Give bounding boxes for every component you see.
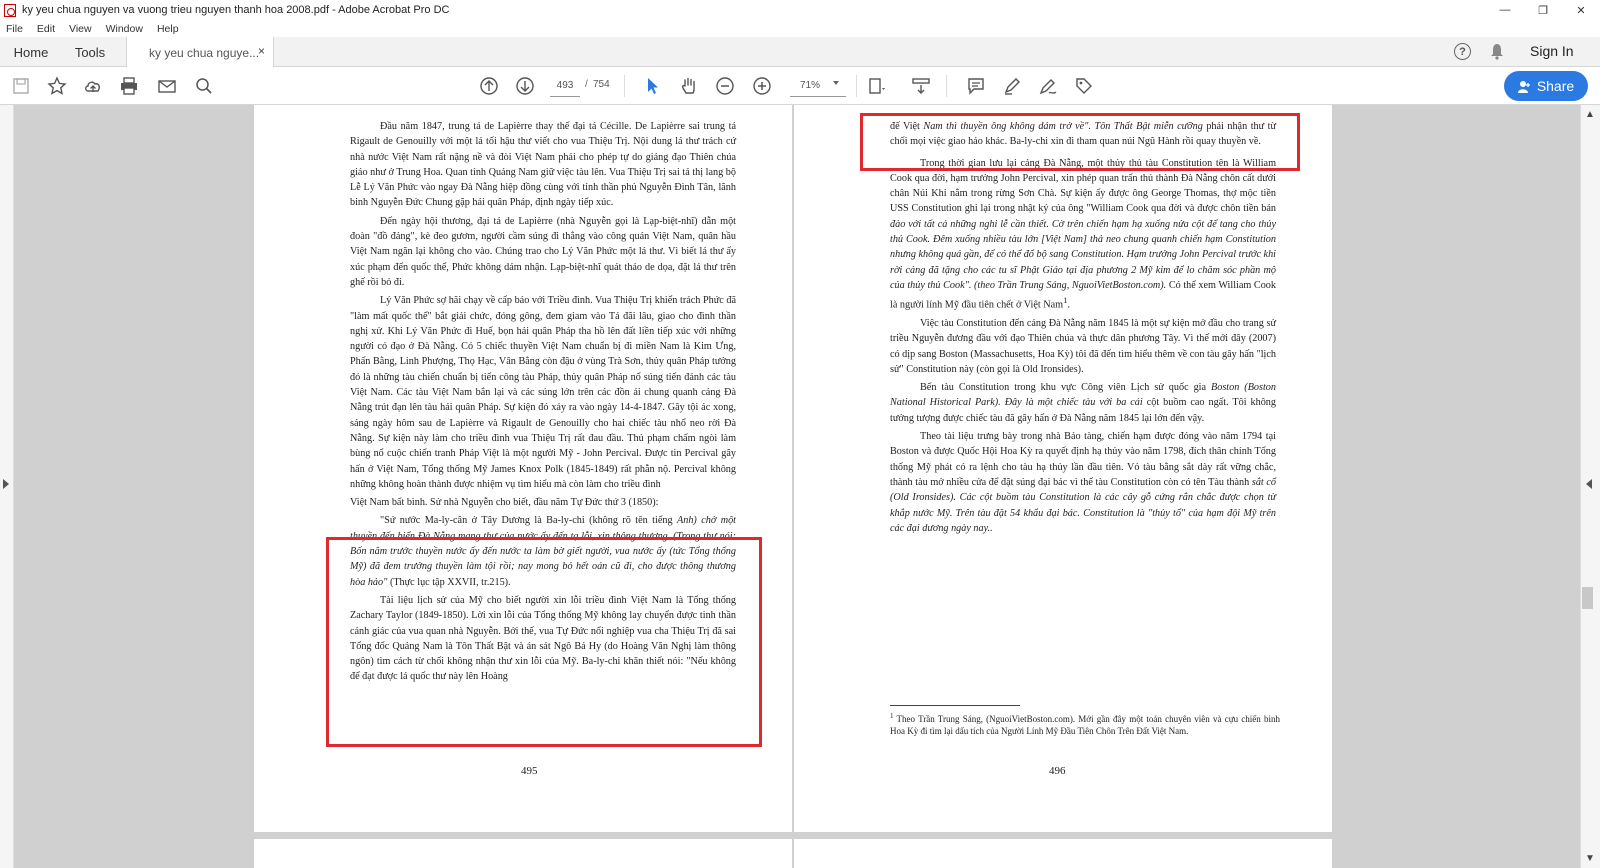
search-icon[interactable] (193, 75, 215, 97)
page-number-input[interactable]: 493 (550, 75, 580, 97)
highlight-box-left (326, 537, 762, 747)
boxed-text-end: phải nhận thư từ chối mọi việc giao hảo khác. Ba-ly-chi xin đi tham quan núi Ngũ Hành rồi quay thuyền về. (890, 121, 1277, 148)
para1-end: Có thể xem William Cook là người lính Mỹ đầu tiên chết ở Việt Nam (890, 279, 1276, 311)
pdf-page-next-left (254, 839, 792, 868)
toolbar (0, 67, 1600, 105)
para1-italic: đảo với tất cả những nghi lễ cần thiết. Cờ trên chiến hạm hạ xuống nửa cột để tang cho thủy thủ Cook. Đêm xuống nhiều tàu lớn [Việt Nam] thả neo chung quanh chiến hạm Constitution nhưng không quá gần, để có thể đổ bộ sang Constitution. Hạm trưởng John Percival trước khi rời cảng đã tặng cho các tu sĩ Phật Giáo tại địa phương 2 Mỹ kim để lo chăm sóc phần mộ của thủy thủ Cook". (theo Trần Trung Sáng, NguoiVietBoston.com). (890, 218, 1276, 291)
save-icon[interactable] (10, 75, 32, 97)
footnote-reference[interactable]: 1 (1063, 295, 1068, 306)
pdf-page-496 (794, 105, 1332, 832)
footnote-text: Theo Trần Trung Sáng, (NguoiVietBoston.com). Mới gần đây một toán chuyên viên và cựu chiến binh Hoa Kỳ đi tìm lại dấu tích của Người Lính Mỹ Đầu Tiên Chôn Trên Đất Việt Nam. (890, 714, 1280, 736)
page-496-text (890, 119, 1276, 539)
menu-edit[interactable]: Edit (36, 22, 56, 35)
boxed-paragraph: Tài liệu lịch sử của Mỹ cho biết người xin lỗi triều đình Việt Nam là Tổng thống Zachary Taylor (1849-1850). Lời xin lỗi của Tổng thống Mỹ không lay chuyển được tinh thần cảnh giác của vua quan nhà Nguyễn. Bởi thế, vua Tự Đức nổi nghiệp vua cha Thiệu Trị đã sai Tổng đốc Quảng Nam là Tôn Thất Bật và án sát Ngô Bá Hy (do Hoàng Văn Nghị làm thông ngôn) tìm cách từ chối không nhận thư xin lỗi của Mỹ. Ba-ly-chi khăn thiết nói: "Nếu không để đạt được lá quốc thư này lên Hoàng (350, 594, 736, 683)
boxed-italic: Nam thì thuyền ông không dám trở về". Tôn Thất Bật miễn cưỡng (923, 121, 1203, 132)
tab-home[interactable]: Home (13, 44, 49, 60)
page-separator: / (585, 79, 588, 90)
zoom-level-input[interactable]: 71% (790, 75, 846, 97)
toolbar-divider (946, 75, 947, 97)
document-viewer[interactable] (0, 105, 1600, 868)
menu-bar (0, 20, 1600, 37)
title-bar (0, 0, 1600, 20)
para4-text: Theo tài liệu trưng bày trong nhà Bảo tàng, chiến hạm được đóng vào năm 1794 tại Boston và được Quốc Hội Hoa Kỳ ra quyết định hạ thủy vào năm 1798, đích thân chính Tổng thống Mỹ phát có ra lệnh cho tàu hạ thủy lần đầu tiên. Vỏ tàu bằng sắt dày rất vững chắc, thành tàu mở nhiều cửa để đặt súng đại bác vì thế tàu Constitution còn có tên Tàu thành (890, 431, 1276, 488)
scroll-mode-icon[interactable] (910, 75, 932, 97)
help-icon[interactable]: ? (1454, 43, 1471, 60)
window-controls (1486, 0, 1600, 20)
close-window-button[interactable]: ✕ (1576, 4, 1586, 17)
footnote-mark: 1 (890, 712, 894, 720)
highlight-box-right (860, 113, 1300, 171)
scrollbar-thumb[interactable] (1582, 587, 1593, 609)
hand-tool-icon[interactable] (678, 75, 700, 97)
tab-document-label: ky yeu chua nguye... (149, 45, 260, 60)
scroll-up-arrow-icon[interactable]: ▲ (1585, 109, 1595, 120)
select-pointer-icon[interactable] (642, 75, 664, 97)
quote-italic: Anh) chở một thuyền đến biển Đà Nẵng mang thư của nước ấy đến tạ lỗi, xin thông thương. (Trong thư nói: Bốn năm trước thuyền nước ấy đến nước ta làm bờ giết người, vua nước ấy (tức Tổng thống Mỹ) đã đem trưởng thuyền làm tội rồi; nay mong bỏ hết oán cũ đi, cho được thông thương hòa hảo" (350, 515, 737, 588)
highlight-pen-icon[interactable] (1001, 75, 1023, 97)
page-number: 495 (521, 765, 538, 777)
tab-bar (0, 37, 1600, 67)
menu-window[interactable]: Window (105, 22, 143, 35)
acrobat-pdf-icon (4, 4, 16, 17)
page-number: 496 (1049, 765, 1066, 777)
pdf-page-next-right (794, 839, 1332, 868)
star-icon[interactable] (46, 75, 68, 97)
cloud-upload-icon[interactable] (82, 75, 104, 97)
tab-tools[interactable]: Tools (74, 44, 106, 60)
add-person-icon (1518, 80, 1531, 93)
boxed-text: đế Việt (890, 121, 924, 132)
footnote (890, 710, 1280, 737)
close-tab-icon[interactable]: × (257, 44, 265, 58)
paragraph: Đầu năm 1847, trung tá de Lapièrre thay thế đại tá Cécille. De Lapièrre sai trung tá Rigault de Genouilly với một lá tối hậu thư viết cho vua Thiệu Trị. Nội dung lá thư trách cứ nhà nước Việt Nam rất nặng nề và đòi Việt Nam phải cho phép tự do giảng đạo Thiên chúa giáo như ở Trung Hoa. Quan tỉnh Quảng Nam giữ việc tàu lên. Vua Thiệu Trị sai tả thị lang bộ Lễ Lý Văn Phức vào ngay Đà Nẵng hiệp đồng cùng với tỉnh thần phủ Nguyễn Đình Tân, lãnh binh Nguyễn Đức Chung gặp hải quân Pháp, định ngày tiếp xúc. (350, 121, 736, 209)
sign-in-link[interactable]: Sign In (1530, 43, 1574, 59)
zoom-in-icon[interactable] (751, 75, 773, 97)
para3-text: Bến tàu Constitution trong khu vực Công viên Lịch sử quốc gia (920, 382, 1212, 394)
share-label: Share (1536, 78, 1575, 94)
boxed-lead: Việt Nam bất bình. Sử nhà Nguyễn cho biết, đầu năm Tự Đức thứ 3 (1850): (350, 497, 659, 509)
email-icon[interactable] (156, 75, 178, 97)
comment-icon[interactable] (965, 75, 987, 97)
quote-text: "Sứ nước Ma-ly-cân ở Tây Dương là Ba-ly-chi (không rõ tên tiếng (380, 515, 677, 527)
paragraph: Lý Văn Phức sợ hãi chạy về cấp báo với Triều đình. Vua Thiệu Trị khiển trách Phức đã "làm mất quốc thể" bắt giải chức, đóng gông, đem giam vào Tả đãi lâu, giao cho đình thần nghị xử. Khi Lý Văn Phức đi Huế, bọn hải quân Pháp tha hồ lên đất liền tiếp xúc với những người có đạo ở Đà Nẵng. Có 5 chiếc thuyền Việt Nam chuẩn bị đi miền Nam là Kim Ưng, Phấn Bằng, Linh Phượng, Thọ Hạc, Vân Bằng còn đậu ở vùng Trà Sơn, thủy quân Pháp tưởng đó là những tàu chiến chuẩn bị tiến công tàu Pháp, thủy quân Pháp nổ súng tiến đánh các tàu Việt Nam. Các tàu Việt Nam bắn lại và các súng lớn trên các đồn ải chung quanh cảng Đà Nẵng trút đạn lên tàu hải quân Pháp. Sự kiện đó xảy ra vào ngày 14-4-1847. Gây tội ác xong, sáng ngày hôm sau de Lapièrre và Rigault de Genouilly cho hai chiếc tàu nhổ neo rời Đà Nẵng. Sự kiện này làm cho triều đình vua Thiệu Trị rất đau đầu. Thủ phạm chấm ngòi làm bùng nổ cuộc chiến tranh Pháp Việt là một người Mỹ - John Percival. Được tin Percival gây hấn ở Việt Nam, Tổng thống Mỹ James Knox Polk (1845-1849) rất phẫn nộ. Percival không những không hoàn thành được nhiệm vụ tìm hiểu mà còn làm cho triều đình (350, 295, 736, 490)
para4-italic: sắt cổ (Old Ironsides). Các cột buồm tàu Constitution là các cây gỗ cứng rắn chắc được chọn từ khắp nước Mỹ. Trên tàu đặt 54 khẩu đại bác. Constitution là "thủy tổ" của hạm đội Mỹ trên các đại dương ngày nay.. (890, 476, 1277, 534)
scroll-down-arrow-icon[interactable]: ▼ (1585, 853, 1595, 864)
next-page-icon[interactable] (514, 75, 536, 97)
left-pane-toggle[interactable] (0, 105, 14, 868)
paragraph (890, 380, 1276, 426)
quote-reference: (Thực lục tập XXVII, tr.215). (387, 576, 511, 588)
zoom-out-icon[interactable] (714, 75, 736, 97)
expand-left-pane-icon[interactable] (3, 479, 9, 489)
restore-button[interactable]: ❐ (1538, 4, 1548, 17)
stamp-tag-icon[interactable] (1073, 75, 1095, 97)
sign-pen-icon[interactable] (1037, 75, 1059, 97)
paragraph: Đến ngày hội thương, đại tá de Lapièrre (nhà Nguyễn gọi là Lạp-biệt-nhĩ) dẫn một đoàn "đồ đảng", kè đeo gươm, người cầm súng đi thẳng vào công quán Việt Nam, quân hầu Việt Nam ngăn lại không cho vào. Chúng trao cho Lý Văn Phức một lá thư. Vì biết lá thư ấy xúc phạm đến quốc thể, Phức không dám nhận. Lạp-biệt-nhĩ quát tháo de dọa, đặt lá thư trên ghế rồi bỏ đi. (350, 215, 736, 288)
previous-page-icon[interactable] (478, 75, 500, 97)
zoom-dropdown-icon[interactable] (833, 81, 839, 85)
minimize-button[interactable]: — (1499, 4, 1511, 16)
page-layout-icon[interactable] (866, 75, 888, 97)
para3-end: cột buồm cao ngất. Tôi không tưởng tượng được chiếc tàu đã gây hấn ở Đà Nẵng năm 1845 lại lớn đến vậy. (890, 397, 1276, 424)
toolbar-divider (624, 75, 625, 97)
menu-help[interactable]: Help (156, 22, 179, 35)
footnote-divider (890, 705, 1020, 706)
tab-document[interactable] (126, 37, 274, 68)
notification-bell-icon[interactable] (1490, 43, 1504, 60)
page-total: 754 (593, 79, 610, 90)
paragraph: Việc tàu Constitution đến cảng Đà Nẵng năm 1845 là một sự kiện mở đầu cho trang sử triều Nguyễn đương đầu với đạo Thiên chúa và thực dân phương Tây. Vì thế mới đây (2007) có dịp sang Boston (Massachusetts, Hoa Kỳ) tôi đã đến tìm hiểu thêm về con tàu gây hấn "lịch sử" Constitution này (còn gọi là Old Ironsides). (890, 317, 1276, 375)
menu-file[interactable]: File (6, 22, 23, 35)
window-title: ky yeu chua nguyen va vuong trieu nguyen thanh hoa 2008.pdf - Adobe Acrobat Pro DC (22, 4, 450, 16)
toolbar-divider (856, 75, 857, 97)
paragraph: Trong thời gian lưu lại cảng Đà Nẵng, một thủy thủ tàu Constitution tên là William Cook qua đời, hạm trưởng John Percival, xin phép quan trấn thủ thành Đà Nẵng chôn cất dưới chân Núi Khỉ nằm trong rừng Sơn Chà. Sự kiện ấy được ông George Thomas, thợ mộc tiền USS Constitution ghi lại trong nhật ký của ông "William Cook qua đời và được chôn tiền bán đảo với tất cả những nghi lễ cần thiết. Cờ trên chiến hạm hạ xuống nửa cột để tang cho thủy thủ Cook. Đêm xuống nhiều tàu lớn [Việt Nam] thả neo chung quanh chiến hạm Constitution nhưng không quá gần, để có thể đổ bộ sang Constitution. Hạm trưởng John Percival trước khi rời cảng đã tặng cho các tu sĩ Phật Giáo tại địa phương 2 Mỹ kim để lo chăm sóc phần mộ của thủy thủ Cook". (theo Trần Trung Sáng, NguoiVietBoston.com). Có thể xem William Cook là người lính Mỹ đầu tiên chết ở Việt Nam$^1$. (890, 157, 1276, 311)
para1-text: Trong thời gian lưu lại cảng Đà Nẵng, một thủy thủ tàu Constitution tên là William Cook qua đời, hạm trưởng John Percival, xin phép quan trấn thủ thành Đà Nẵng chôn cất dưới chân Núi Khỉ nằm trong rừng Sơn Chà. Sự kiện ấy được ông George Thomas, thợ mộc tiền USS Constitution ghi lại trong nhật ký của ông "William Cook qua đời và được chôn tiền bán (890, 157, 1276, 215)
para3-italic: Boston (Boston National Historical Park). Đây là một chiếc tàu với ba cái (890, 382, 1276, 409)
share-button[interactable] (1504, 71, 1588, 101)
print-icon[interactable] (118, 75, 140, 97)
expand-right-pane-icon[interactable] (1586, 479, 1592, 489)
menu-view[interactable]: View (69, 22, 92, 35)
paragraph (890, 429, 1276, 536)
